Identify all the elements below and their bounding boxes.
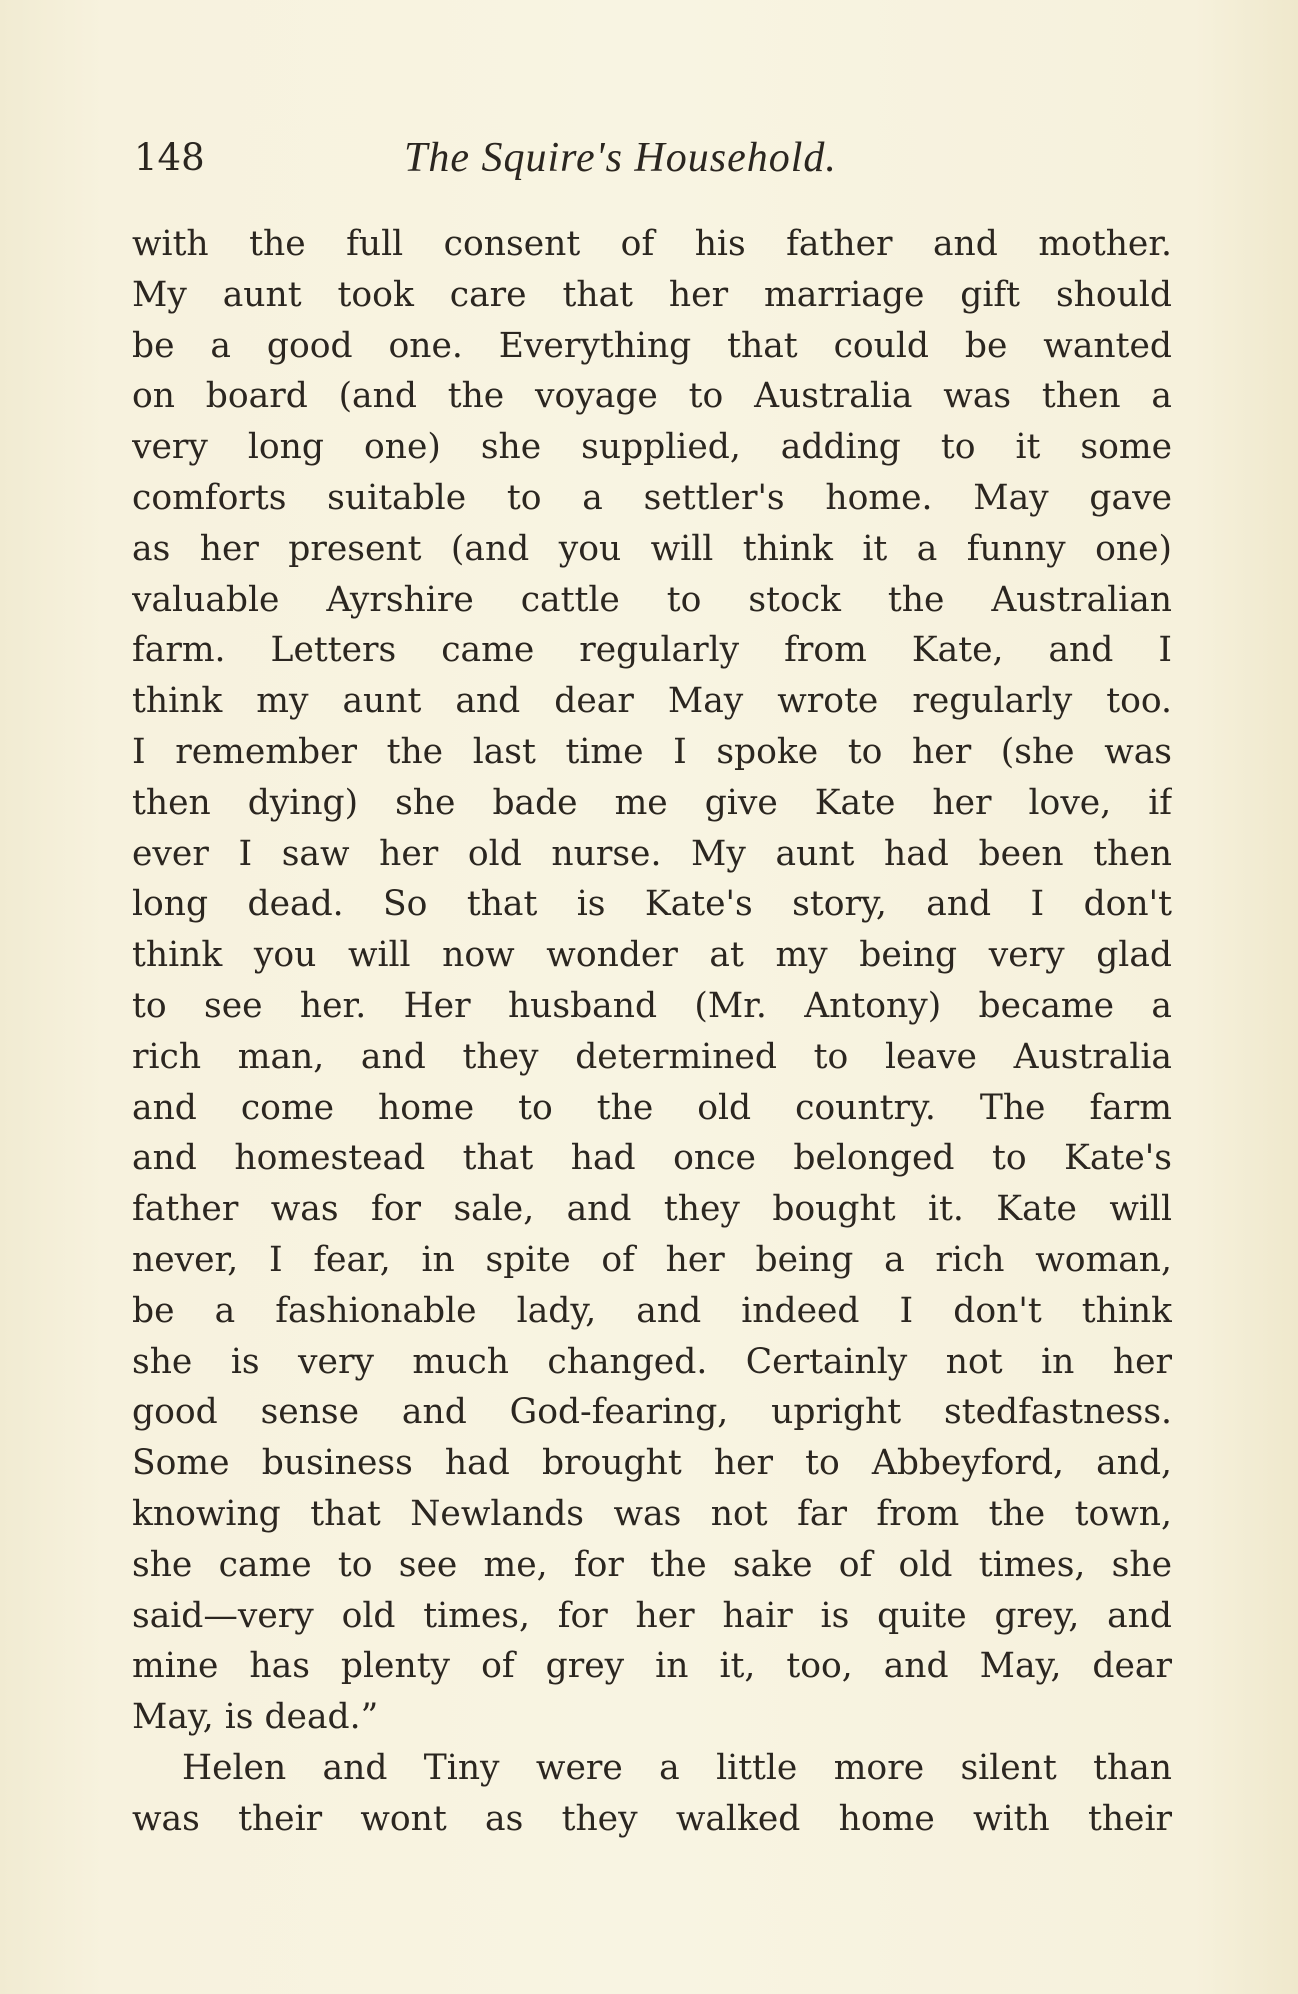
text-line: then dying) she bade me give Kate her love, if — [132, 782, 1172, 823]
text-line: she came to see me, for the sake of old times, she — [132, 1544, 1172, 1585]
paragraph-start-line: Helen and Tiny were a little more silent than — [182, 1747, 1172, 1788]
text-line: think my aunt and dear May wrote regularly too. — [132, 681, 1172, 722]
text-line: Some business had brought her to Abbeyford, and, — [132, 1443, 1172, 1484]
text-line: said—very old times, for her hair is quite grey, and — [132, 1595, 1172, 1636]
text-line: was their wont as they walked home with their — [132, 1798, 1172, 1839]
text-line: as her present (and you will think it a funny one) — [132, 528, 1172, 569]
text-line: knowing that Newlands was not far from the town, — [132, 1493, 1172, 1534]
text-line: comforts suitable to a settler's home. May gave — [132, 477, 1172, 518]
text-line: farm. Letters came regularly from Kate, and I — [132, 630, 1172, 671]
text-line: good sense and God-fearing, upright stedfastness. — [132, 1392, 1172, 1433]
page-header — [130, 128, 1170, 188]
text-line: be a good one. Everything that could be wanted — [132, 325, 1172, 366]
body-text — [132, 219, 1172, 1845]
text-line: on board (and the voyage to Australia was then a — [132, 376, 1172, 417]
text-line: with the full consent of his father and mother. — [132, 224, 1172, 264]
text-line: My aunt took care that her marriage gift should — [132, 274, 1172, 315]
text-line: she is very much changed. Certainly not in her — [132, 1341, 1172, 1382]
text-line: very long one) she supplied, adding to it some — [132, 427, 1172, 468]
text-line: rich man, and they determined to leave Australia — [132, 1036, 1172, 1077]
running-title: The Squire's Household. — [404, 135, 837, 181]
text-line: to see her. Her husband (Mr. Antony) became a — [132, 985, 1172, 1026]
text-line: I remember the last time I spoke to her (she was — [132, 731, 1172, 772]
text-line: and come home to the old country. The farm — [132, 1087, 1172, 1128]
text-line: father was for sale, and they bought it. Kate will — [132, 1189, 1172, 1230]
text-line: think you will now wonder at my being very glad — [132, 935, 1172, 976]
text-line: never, I fear, in spite of her being a rich woman, — [132, 1239, 1172, 1280]
text-line: ever I saw her old nurse. My aunt had been then — [132, 833, 1172, 874]
text-line: long dead. So that is Kate's story, and I don't — [132, 884, 1172, 925]
text-line: valuable Ayrshire cattle to stock the Australian — [132, 579, 1172, 620]
paragraph-end-line: May, is dead.” — [132, 1697, 379, 1738]
text-line: be a fashionable lady, and indeed I don't think — [132, 1290, 1172, 1331]
page-number: 148 — [134, 136, 205, 179]
text-line: and homestead that had once belonged to Kate's — [132, 1138, 1172, 1179]
text-line: mine has plenty of grey in it, too, and May, dear — [132, 1646, 1172, 1687]
